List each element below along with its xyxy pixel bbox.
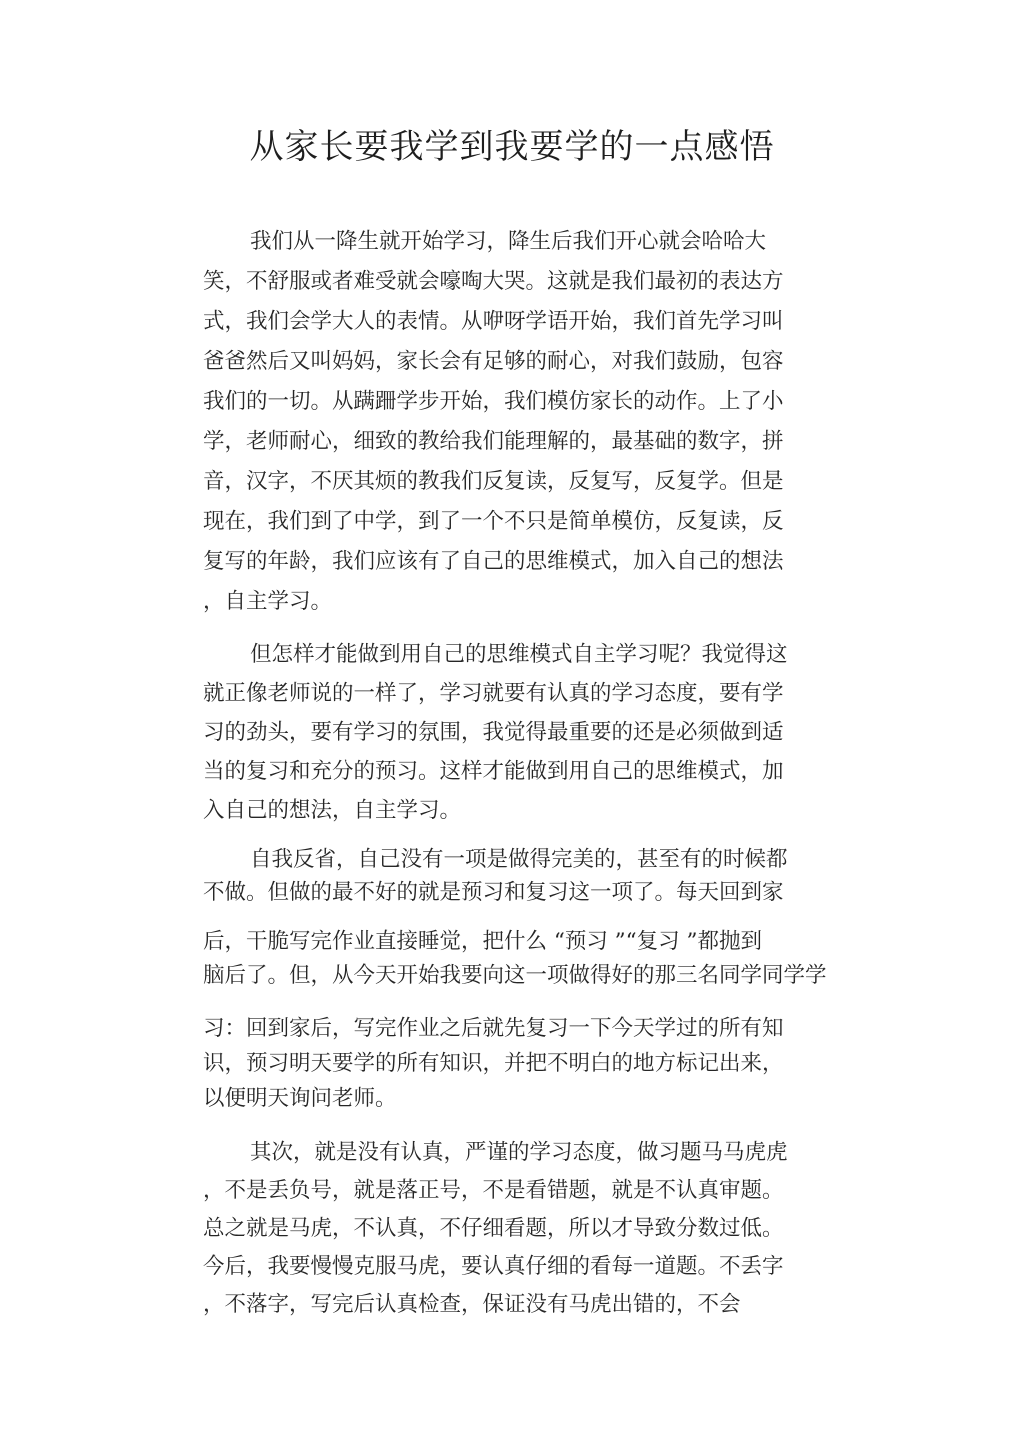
- paragraph-3-line-7: 以便明天询问老师。: [203, 1086, 397, 1111]
- paragraph-3-line-4: 脑后了。但，从今天开始我要向这一项做得好的那三名同学同学学: [203, 963, 827, 988]
- paragraph-4-line-3: 总之就是马虎，不认真，不仔细看题，所以才导致分数过低。: [203, 1216, 784, 1241]
- paragraph-4-line-2: ，不是丢负号，就是落正号，不是看错题，就是不认真审题。: [203, 1178, 784, 1203]
- paragraph-4-line-4: 今后，我要慢慢克服马虎，要认真仔细的看每一道题。不丢字: [203, 1254, 784, 1279]
- paragraph-2-line-4: 当的复习和充分的预习。这样才能做到用自己的思维模式，加: [203, 759, 784, 784]
- paragraph-3-line-2: 不做。但做的最不好的就是预习和复习这一项了。每天回到家: [203, 880, 784, 905]
- paragraph-2-line-2: 就正像老师说的一样了，学习就要有认真的学习态度，要有学: [203, 681, 784, 706]
- paragraph-1-line-8: 现在，我们到了中学，到了一个不只是简单模仿，反复读，反: [203, 509, 784, 534]
- paragraph-3-line-6: 识，预习明天要学的所有知识，并把不明白的地方标记出来，: [203, 1051, 784, 1076]
- paragraph-2-line-5: 入自己的想法，自主学习。: [203, 798, 462, 823]
- paragraph-1-line-10: ，自主学习。: [203, 589, 333, 614]
- essay-title: 从家长要我学到我要学的一点感悟: [249, 127, 775, 167]
- paragraph-1-line-7: 音，汉字，不厌其烦的教我们反复读，反复写，反复学。但是: [203, 469, 784, 494]
- paragraph-1-line-2: 笑，不舒服或者难受就会嚎啕大哭。这就是我们最初的表达方: [203, 269, 784, 294]
- paragraph-1-line-1: 我们从一降生就开始学习，降生后我们开心就会哈哈大: [250, 229, 767, 254]
- paragraph-3-line-1: 自我反省，自己没有一项是做得完美的，甚至有的时候都: [250, 847, 788, 872]
- paragraph-1-line-3: 式，我们会学大人的表情。从咿呀学语开始，我们首先学习叫: [203, 309, 784, 334]
- paragraph-1-line-4: 爸爸然后又叫妈妈，家长会有足够的耐心，对我们鼓励，包容: [203, 349, 784, 374]
- paragraph-4-line-1: 其次，就是没有认真，严谨的学习态度，做习题马马虎虎: [250, 1140, 788, 1165]
- paragraph-2-line-3: 习的劲头，要有学习的氛围，我觉得最重要的还是必须做到适: [203, 720, 784, 745]
- paragraph-4-line-5: ，不落字，写完后认真检查，保证没有马虎出错的，不会: [203, 1292, 741, 1317]
- paragraph-1-line-9: 复写的年龄，我们应该有了自己的思维模式，加入自己的想法: [203, 549, 784, 574]
- paragraph-1-line-5: 我们的一切。从蹒跚学步开始，我们模仿家长的动作。上了小: [203, 389, 784, 414]
- paragraph-3-line-3: 后，干脆写完作业直接睡觉，把什么 “预习 ”“复习 ”都抛到: [203, 929, 762, 954]
- paragraph-2-line-1: 但怎样才能做到用自己的思维模式自主学习呢？我觉得这: [250, 642, 788, 667]
- paragraph-1-line-6: 学，老师耐心，细致的教给我们能理解的，最基础的数字，拼: [203, 429, 784, 454]
- paragraph-3-line-5: 习：回到家后，写完作业之后就先复习一下今天学过的所有知: [203, 1016, 784, 1041]
